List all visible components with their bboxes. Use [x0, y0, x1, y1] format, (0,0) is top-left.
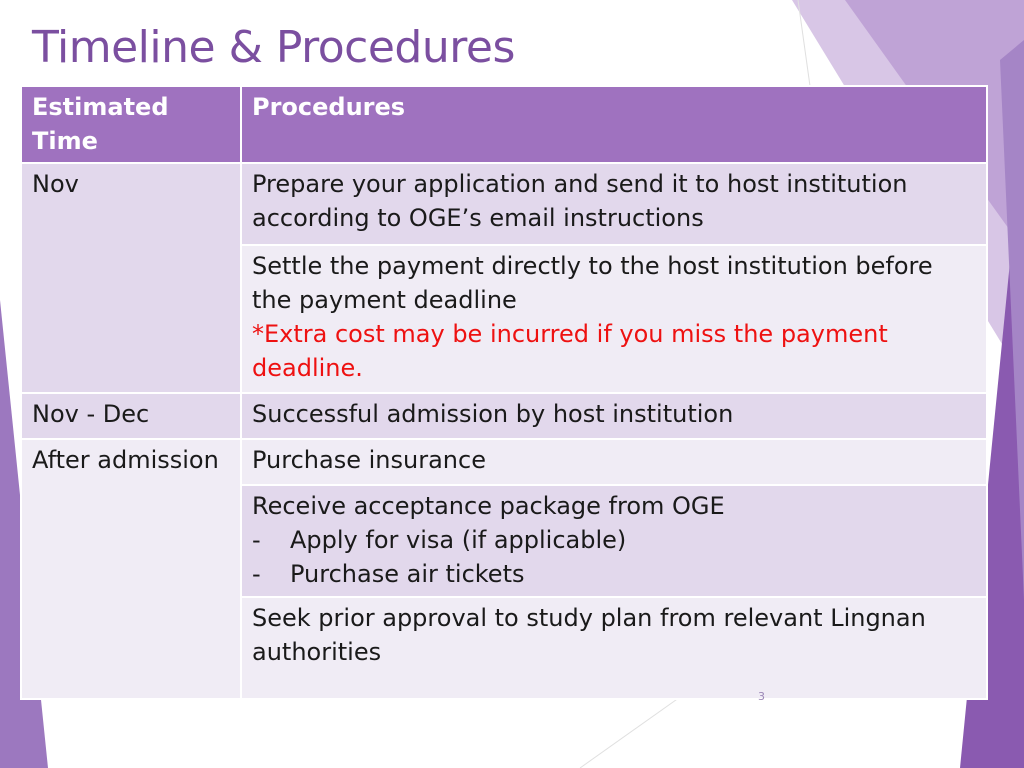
procedure-text: Receive acceptance package from OGE [252, 492, 725, 520]
time-cell: Nov [21, 163, 241, 393]
bullet-marker: - [252, 526, 261, 554]
procedure-cell [241, 485, 987, 597]
timeline-table [20, 85, 988, 700]
bullet-text: Apply for visa (if applicable) [290, 526, 627, 554]
time-cell: After admission [21, 439, 241, 699]
table-row [21, 163, 987, 245]
slide-title: Timeline & Procedures [32, 22, 515, 73]
procedure-cell [241, 245, 987, 393]
bullet-item [252, 523, 976, 557]
procedure-cell: Successful admission by host institution [241, 393, 987, 439]
bullet-item [252, 557, 976, 591]
procedure-text: Settle the payment directly to the host institution before the payment deadline [252, 252, 933, 314]
table-row [21, 393, 987, 439]
header-estimated-time: Estimated Time [21, 86, 241, 163]
procedure-cell: Seek prior approval to study plan from relevant Lingnan authorities [241, 597, 987, 699]
bullet-text: Purchase air tickets [290, 560, 525, 588]
procedure-cell: Prepare your application and send it to host institution according to OGE’s email instructions [241, 163, 987, 245]
page-number: 3 [758, 690, 765, 703]
bullet-marker: - [252, 560, 261, 588]
procedure-cell: Purchase insurance [241, 439, 987, 485]
header-procedures: Procedures [241, 86, 987, 163]
decor-thin-line-bottom [580, 690, 690, 768]
payment-warning-note: *Extra cost may be incurred if you miss the payment deadline. [252, 320, 888, 382]
table-header-row [21, 86, 987, 163]
time-cell: Nov - Dec [21, 393, 241, 439]
table-row [21, 439, 987, 485]
